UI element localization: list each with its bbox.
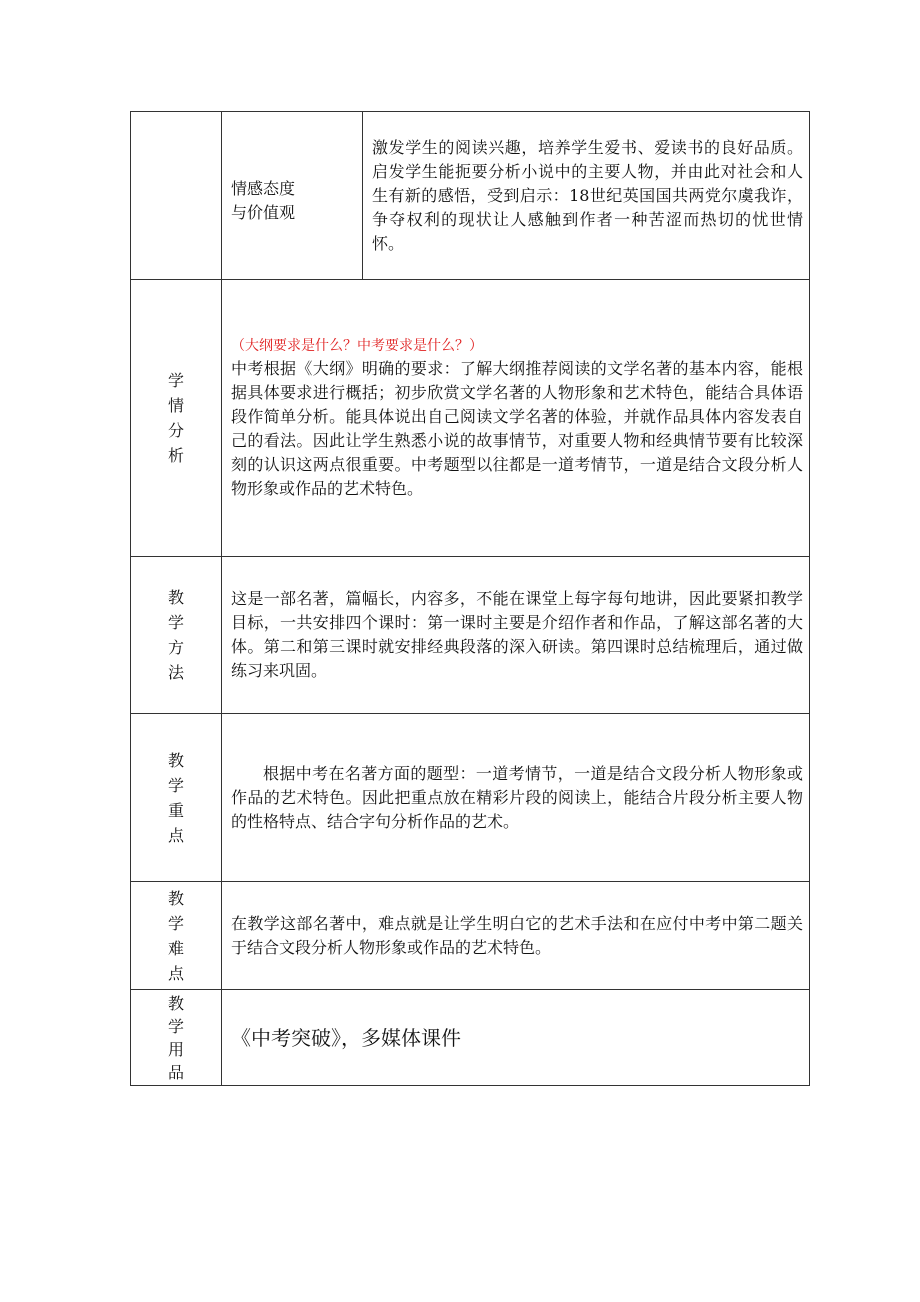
row-materials [131,990,810,1086]
difficulties-label: 教 学 难 点 [131,882,222,990]
emotion-values-label-line1: 情感态度 [231,178,296,198]
teaching-method-content: 这是一部名著，篇幅长，内容多，不能在课堂上每字每句地讲，因此要紧扣教学目标，一共安排四个课时：第一课时主要是介绍作者和作品，了解这部名著的大体。第二和第三课时就安排经典段落的深入研读。第四课时总结梳理后，通过做练习来巩固。 [222,557,810,714]
difficulties-content: 在教学这部名著中，难点就是让学生明白它的艺术手法和在应付中考中第二题关于结合文段分析人物形象或作品的艺术特色。 [222,882,810,990]
teaching-method-label: 教 学 方 法 [131,557,222,714]
emotion-values-content: 激发学生的阅读兴趣，培养学生爱书、爱读书的良好品质。启发学生能扼要分析小说中的主要人物，并由此对社会和人生有新的感悟，受到启示：18世纪英国国共两党尔虞我诈，争夺权利的现状让人感触到作者一种苦涩而热切的忧世情怀。 [363,112,810,280]
syllabus-question-note: （大纲要求是什么？中考要求是什么？） [231,338,483,354]
student-analysis-content [222,280,810,557]
student-analysis-label: 学 情 分 析 [131,280,222,557]
student-analysis-text: 中考根据《大纲》明确的要求：了解大纲推荐阅读的文学名著的基本内容，能根据具体要求进行概括；初步欣赏文学名著的人物形象和艺术特色，能结合具体语段作简单分析。能具体说出自己阅读文学名著的体验，并就作品具体内容发表自己的看法。因此让学生熟悉小说的故事情节，对重要人物和经典情节要有比较深刻的认识这两点很重要。中考题型以往都是一道考情节，一道是结合文段分析人物形象或作品的艺术特色。 [231,359,803,498]
row-label-empty [131,112,222,280]
lesson-plan-table [130,111,810,1086]
row-key-points [131,714,810,882]
key-points-label: 教 学 重 点 [131,714,222,882]
row-difficulties [131,882,810,990]
emotion-values-label-line2: 与价值观 [231,202,296,222]
key-points-content: 根据中考在名著方面的题型：一道考情节，一道是结合文段分析人物形象或作品的艺术特色。因此把重点放在精彩片段的阅读上，能结合片段分析主要人物的性格特点、结合字句分析作品的艺术。 [222,714,810,882]
materials-label: 教 学 用 品 [131,990,222,1086]
row-emotion-values [131,112,810,280]
materials-content: 《中考突破》，多媒体课件 [222,990,810,1086]
row-teaching-method [131,557,810,714]
emotion-values-label [222,112,363,280]
row-student-analysis [131,280,810,557]
